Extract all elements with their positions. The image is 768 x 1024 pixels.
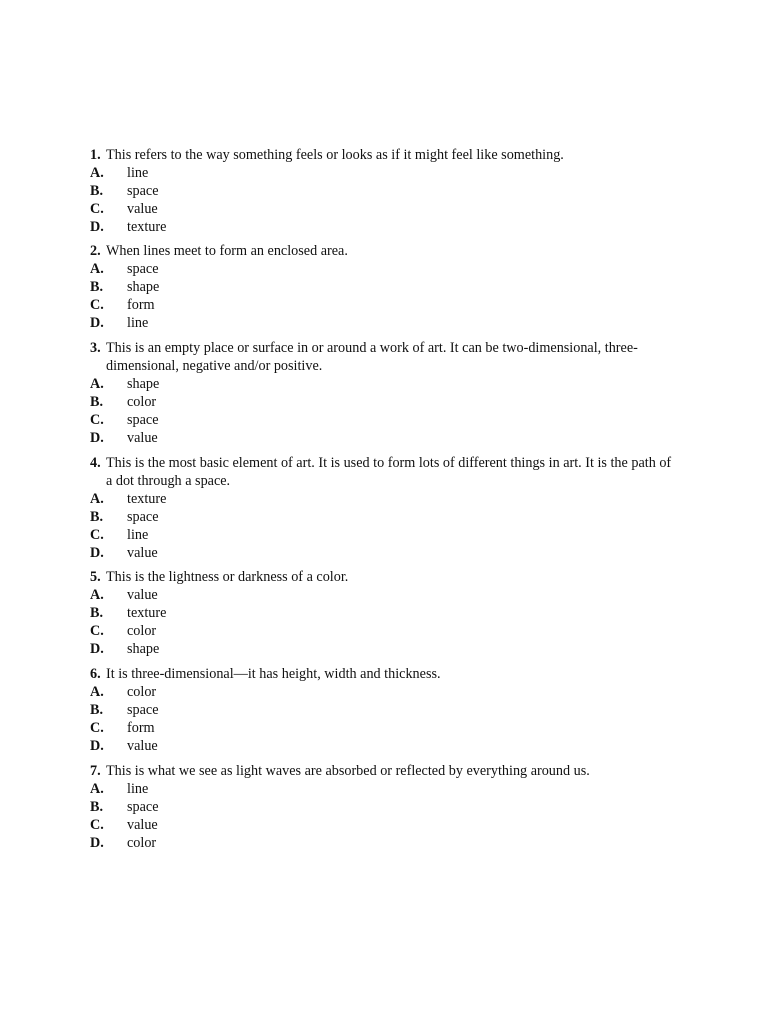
choice-a [90,683,680,701]
choice-text: texture [127,219,167,235]
choice-letter: D. [90,545,104,561]
choice-text: space [127,183,159,199]
choice-d [90,314,680,332]
choice-c [90,526,680,544]
question-number: 1. [90,147,101,163]
choice-text: color [127,394,157,410]
choice-letter: A. [90,684,104,700]
question-number: 2. [90,243,101,259]
choice-d [90,544,680,562]
choice-b [90,393,680,411]
choice-letter: C. [90,297,104,313]
choice-d [90,834,680,852]
choice-letter: C. [90,623,104,639]
question-text: It is three-dimensional—it has height, width and thickness. [106,666,441,682]
question-5 [90,568,680,658]
choice-text: texture [127,605,167,621]
choice-letter: A. [90,491,104,507]
choice-a [90,164,680,182]
choice-b [90,798,680,816]
choice-letter: C. [90,720,104,736]
choice-text: form [127,297,155,313]
choice-text: line [127,527,149,543]
choice-text: value [127,201,158,217]
choice-text: value [127,430,158,446]
choice-b [90,604,680,622]
question-stem [90,568,680,586]
choice-letter: C. [90,412,104,428]
choice-letter: D. [90,835,104,851]
question-stem [90,339,680,375]
choice-text: line [127,165,149,181]
choice-text: space [127,261,159,277]
question-stem [90,242,680,260]
choice-text: value [127,587,158,603]
choice-text: color [127,835,157,851]
question-number: 5. [90,569,101,585]
question-1 [90,146,680,236]
choice-a [90,780,680,798]
question-text: This is what we see as light waves are absorbed or reflected by everything around us. [106,763,590,779]
question-stem [90,762,680,780]
choice-text: line [127,315,149,331]
question-stem [90,454,680,490]
choice-letter: A. [90,587,104,603]
choice-a [90,260,680,278]
question-text: This is the most basic element of art. It is used to form lots of different things in art. It is the path of a dot through a space. [106,455,672,489]
question-number: 7. [90,763,101,779]
choice-c [90,622,680,640]
choice-letter: B. [90,702,104,718]
choice-text: shape [127,641,160,657]
choice-text: shape [127,376,160,392]
choice-d [90,640,680,658]
question-stem [90,665,680,683]
choice-b [90,508,680,526]
choice-letter: A. [90,781,104,797]
choice-letter: D. [90,641,104,657]
choice-text: value [127,738,158,754]
choice-c [90,200,680,218]
choice-letter: D. [90,315,104,331]
choice-letter: A. [90,376,104,392]
choice-d [90,737,680,755]
question-text: This refers to the way something feels or looks as if it might feel like something. [106,147,564,163]
choice-c [90,296,680,314]
question-4 [90,454,680,562]
choice-b [90,701,680,719]
question-7 [90,762,680,852]
question-2 [90,242,680,332]
choice-a [90,586,680,604]
question-number: 6. [90,666,101,682]
question-6 [90,665,680,755]
choice-text: color [127,623,157,639]
choice-letter: D. [90,219,104,235]
choice-d [90,218,680,236]
choice-letter: B. [90,799,104,815]
choice-text: space [127,412,159,428]
choice-letter: C. [90,201,104,217]
choice-letter: A. [90,165,104,181]
choice-text: value [127,817,158,833]
question-text: This is the lightness or darkness of a color. [106,569,349,585]
choice-text: form [127,720,155,736]
choice-d [90,429,680,447]
question-number: 4. [90,455,101,471]
question-text: When lines meet to form an enclosed area. [106,243,348,259]
choice-letter: A. [90,261,104,277]
choice-letter: B. [90,279,104,295]
choice-c [90,411,680,429]
choice-letter: D. [90,738,104,754]
choice-b [90,182,680,200]
choice-letter: C. [90,817,104,833]
choice-letter: B. [90,605,104,621]
choice-text: texture [127,491,167,507]
choice-b [90,278,680,296]
question-text: This is an empty place or surface in or around a work of art. It can be two-dimensional, three-dimensional, negative and/or positive. [106,340,638,374]
question-number: 3. [90,340,101,356]
choice-text: line [127,781,149,797]
question-3 [90,339,680,447]
choice-c [90,719,680,737]
choice-c [90,816,680,834]
choice-text: space [127,799,159,815]
choice-letter: B. [90,394,104,410]
choice-letter: B. [90,183,104,199]
choice-text: space [127,509,159,525]
choice-letter: C. [90,527,104,543]
choice-text: shape [127,279,160,295]
choice-a [90,490,680,508]
question-stem [90,146,680,164]
choice-text: value [127,545,158,561]
choice-letter: D. [90,430,104,446]
choice-text: color [127,684,157,700]
choice-letter: B. [90,509,104,525]
choice-text: space [127,702,159,718]
choice-a [90,375,680,393]
